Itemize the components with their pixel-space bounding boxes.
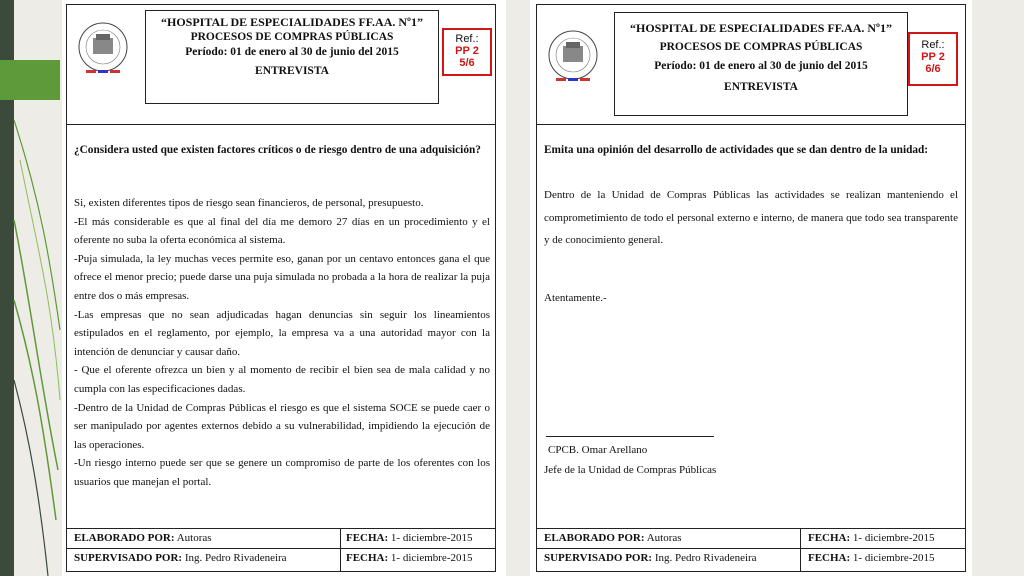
decorative-leaves bbox=[0, 0, 62, 576]
elaborado-label: ELABORADO POR: bbox=[544, 532, 645, 544]
document-type: ENTREVISTA bbox=[255, 65, 329, 77]
interview-answer: Dentro de la Unidad de Compras Públicas las actividades se realizan manteniendo el comprometimiento de todo el personal externo e interno, de manera que todo sea transparente y de conocimiento general. bbox=[544, 189, 958, 246]
fecha-field bbox=[808, 548, 934, 568]
fecha-value: 1- diciembre-2015 bbox=[390, 532, 473, 544]
fecha-field bbox=[346, 548, 472, 568]
fecha-label: FECHA: bbox=[808, 532, 851, 544]
hospital-name: “HOSPITAL DE ESPECIALIDADES FF.AA. Nº1” bbox=[629, 21, 892, 35]
ref-page: 6/6 bbox=[925, 63, 941, 75]
supervisado-label: SUPERVISADO POR: bbox=[544, 552, 653, 564]
process-title: PROCESOS DE COMPRAS PÚBLICAS bbox=[659, 41, 863, 53]
elaborado-value: Autoras bbox=[176, 532, 212, 544]
document-page-left bbox=[62, 0, 506, 576]
answer-paragraph: -El más considerable es que al final del día me demoro 27 días en un procedimiento y el oferente no suba la oferta económica al sistema. bbox=[74, 215, 490, 247]
fecha-field bbox=[808, 528, 934, 548]
supervisado-value: Ing. Pedro Rivadeneira bbox=[184, 552, 287, 564]
supervisado-value: Ing. Pedro Rivadeneira bbox=[654, 552, 757, 564]
fecha-label: FECHA: bbox=[346, 552, 389, 564]
interview-answer bbox=[74, 194, 490, 492]
answer-paragraph: -Las empresas que no sean adjudicadas hagan denuncias sin seguir los lineamientos estipulados en el reglamento, por ejemplo, la empresa va a una autoridad mayor con la intención de denunciar y causar daño. bbox=[74, 308, 490, 358]
header-box bbox=[614, 12, 908, 116]
period-text: Período: 01 de enero al 30 de junio del 2015 bbox=[185, 46, 399, 58]
ref-code: PP 2 bbox=[455, 45, 479, 57]
ref-label: Ref.: bbox=[455, 33, 479, 45]
fecha-value: 1- diciembre-2015 bbox=[852, 552, 935, 564]
interview-question: ¿Considera usted que existen factores críticos o de riesgo dentro de una adquisición? bbox=[74, 144, 481, 156]
fecha-field bbox=[346, 528, 472, 548]
supervisado-label: SUPERVISADO POR: bbox=[74, 552, 183, 564]
fecha-value: 1- diciembre-2015 bbox=[390, 552, 473, 564]
answer-paragraph: - Que el oferente ofrezca un bien y al momento de recibir el bien sea de mala calidad y no cumpla con las especificaciones dadas. bbox=[74, 364, 490, 395]
fecha-label: FECHA: bbox=[808, 552, 851, 564]
footer-column-divider bbox=[340, 528, 341, 572]
document-page-right bbox=[530, 0, 972, 576]
elaborado-label: ELABORADO POR: bbox=[74, 532, 175, 544]
ref-label: Ref.: bbox=[921, 39, 945, 51]
hospital-logo-icon bbox=[544, 28, 602, 84]
closing-text: Atentamente.- bbox=[544, 292, 607, 304]
fecha-label: FECHA: bbox=[346, 532, 389, 544]
signature-line bbox=[546, 436, 714, 437]
answer-paragraph: Si, existen diferentes tipos de riesgo sean financieros, de personal, presupuesto. bbox=[74, 197, 424, 209]
header-divider bbox=[536, 124, 966, 125]
elaborado-field bbox=[74, 528, 212, 548]
document-type: ENTREVISTA bbox=[724, 81, 798, 93]
footer-column-divider bbox=[800, 528, 801, 572]
fecha-value: 1- diciembre-2015 bbox=[852, 532, 935, 544]
elaborado-value: Autoras bbox=[646, 532, 682, 544]
reference-box bbox=[908, 32, 958, 86]
process-title: PROCESOS DE COMPRAS PÚBLICAS bbox=[190, 31, 394, 43]
ref-code: PP 2 bbox=[921, 51, 945, 63]
header-divider bbox=[66, 124, 496, 125]
answer-paragraph: -Puja simulada, la ley muchas veces permite eso, ganan por un centavo entonces gana el que ofrece el menor precio; puede darse una puja simulada no probada a la hora de realizar la puja entre dos o más empresas. bbox=[74, 252, 490, 302]
signer-name: CPCB. Omar Arellano bbox=[548, 444, 648, 456]
signer-title: Jefe de la Unidad de Compras Públicas bbox=[544, 464, 717, 476]
hospital-logo-icon bbox=[74, 20, 132, 76]
period-text: Período: 01 de enero al 30 de junio del 2015 bbox=[654, 60, 868, 72]
elaborado-field bbox=[544, 528, 682, 548]
header-box bbox=[145, 10, 439, 104]
hospital-name: “HOSPITAL DE ESPECIALIDADES FF.AA. Nº1” bbox=[160, 15, 423, 29]
interview-question: Emita una opinión del desarrollo de actividades que se dan dentro de la unidad: bbox=[544, 144, 929, 156]
supervisado-field bbox=[74, 548, 287, 568]
answer-paragraph: -Dentro de la Unidad de Compras Públicas el riesgo es que el sistema SOCE se puede caer o ser manipulado por agentes externos debido a su vulnerabilidad, impidiendo la ejecución de las operaciones. bbox=[74, 401, 490, 451]
supervisado-field bbox=[544, 548, 757, 568]
answer-paragraph: -Un riesgo interno puede ser que se genere un compromiso de parte de los oferentes con los usuarios que manejan el portal. bbox=[74, 457, 490, 488]
ref-page: 5/6 bbox=[459, 57, 475, 69]
reference-box bbox=[442, 28, 492, 76]
